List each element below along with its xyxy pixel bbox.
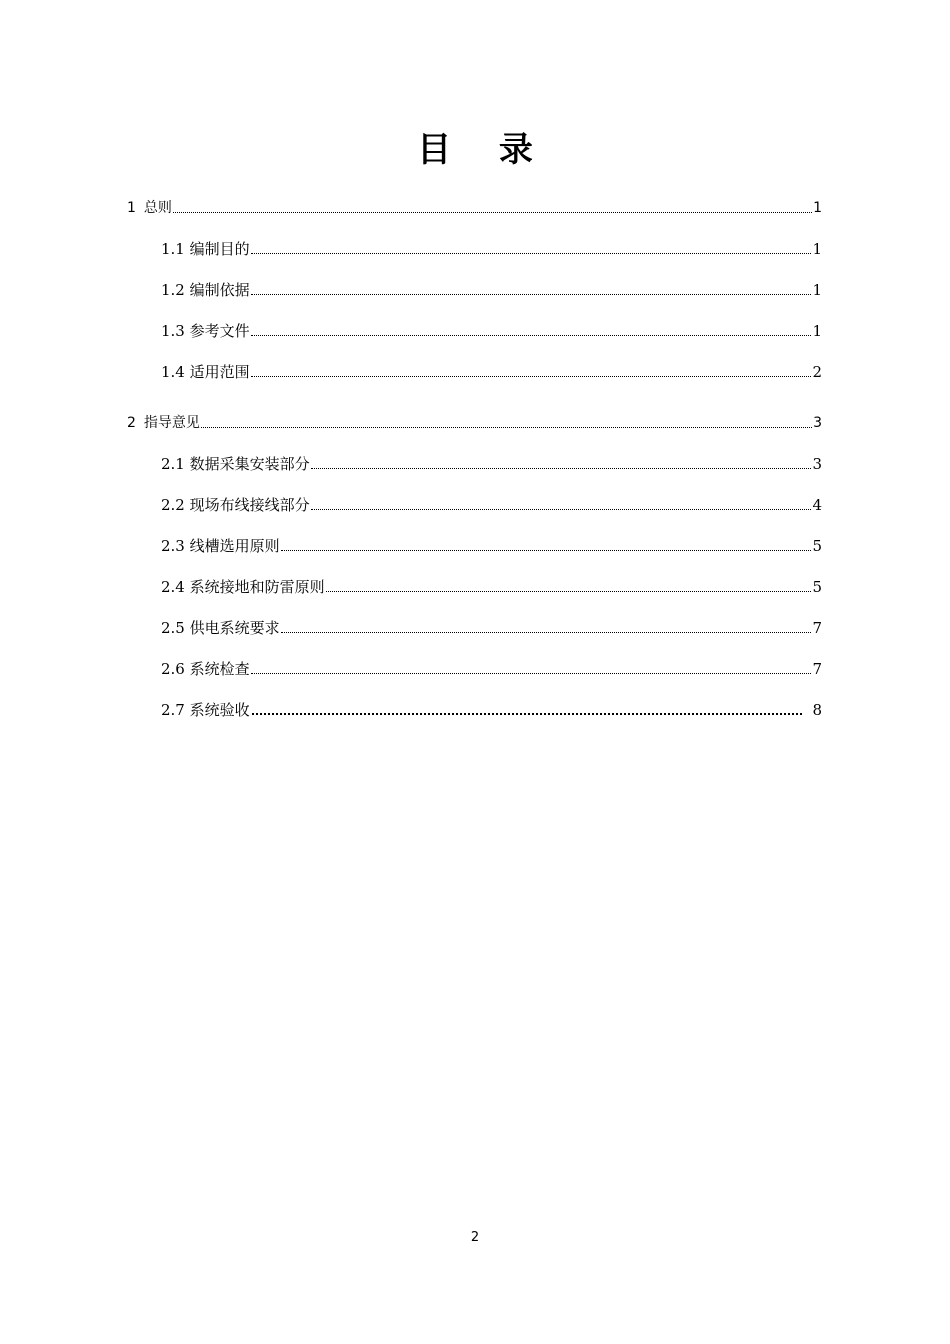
toc-page-number: 3 xyxy=(812,455,822,473)
toc-entry-2-2[interactable] xyxy=(161,491,822,515)
toc-entry-label: 2.5 供电系统要求 xyxy=(161,619,280,637)
toc-entry-2-3[interactable] xyxy=(161,532,822,556)
toc-page-number: 8 xyxy=(812,701,822,719)
toc-entry-2-4[interactable] xyxy=(161,573,822,597)
toc-page-number: 2 xyxy=(812,363,822,381)
toc-page-number: 5 xyxy=(812,537,822,555)
toc-dot-leader xyxy=(251,672,812,674)
toc-page-number: 5 xyxy=(812,578,822,596)
toc-dot-leader xyxy=(251,334,812,336)
toc-chapter-title: 指导意见 xyxy=(143,415,200,431)
toc-entry-label: 2.6 系统检查 xyxy=(161,660,250,678)
toc-dot-leader xyxy=(311,467,812,469)
toc-dot-leader xyxy=(251,375,812,377)
toc-dot-leader xyxy=(251,252,812,254)
toc-entry-label xyxy=(127,413,200,433)
toc-dot-leader xyxy=(281,631,812,633)
toc-dot-leader xyxy=(252,712,803,715)
toc-entry-label: 2.7 系统验收 xyxy=(161,701,250,719)
toc-entry-1-4[interactable] xyxy=(161,358,822,382)
toc-page-number: 7 xyxy=(812,619,822,637)
toc-entry-2-7[interactable] xyxy=(161,696,822,720)
toc-entry-label: 2.3 线槽选用原则 xyxy=(161,537,280,555)
toc-entry-chapter-2[interactable] xyxy=(127,409,822,433)
toc-page-number: 1 xyxy=(813,200,822,216)
toc-dot-leader xyxy=(201,426,812,428)
toc-entry-label: 1.2 编制依据 xyxy=(161,281,250,299)
toc-entry-chapter-1[interactable] xyxy=(127,194,822,218)
toc-entry-label: 2.4 系统接地和防雷原则 xyxy=(161,578,325,596)
toc-entry-label: 1.1 编制目的 xyxy=(161,240,250,258)
toc-entry-label: 2.2 现场布线接线部分 xyxy=(161,496,310,514)
toc-entry-label xyxy=(127,198,172,218)
toc-page-number: 7 xyxy=(812,660,822,678)
toc-entry-label: 1.3 参考文件 xyxy=(161,322,250,340)
toc-chapter-title: 总则 xyxy=(143,200,172,216)
toc-dot-leader xyxy=(326,590,812,592)
toc-entry-2-5[interactable] xyxy=(161,614,822,638)
toc-page-number: 1 xyxy=(812,240,822,258)
toc-entry-1-2[interactable] xyxy=(161,276,822,300)
page-footer-number: 2 xyxy=(470,1230,480,1245)
toc-chapter-number: 1 xyxy=(127,200,136,216)
toc-entry-2-6[interactable] xyxy=(161,655,822,679)
toc-page-number: 1 xyxy=(812,281,822,299)
toc-dot-leader xyxy=(281,549,812,551)
toc-dot-leader xyxy=(173,211,812,213)
toc-page-number: 4 xyxy=(812,496,822,514)
toc-page-number: 1 xyxy=(812,322,822,340)
toc-entry-label: 2.1 数据采集安装部分 xyxy=(161,455,310,473)
toc-entry-2-1[interactable] xyxy=(161,450,822,474)
toc-entry-1-3[interactable] xyxy=(161,317,822,341)
page-title: 目 录 xyxy=(417,130,551,170)
toc-chapter-number: 2 xyxy=(127,415,136,431)
toc-dot-leader xyxy=(251,293,812,295)
toc-dot-leader xyxy=(311,508,812,510)
toc-page-number: 3 xyxy=(813,415,822,431)
toc-entry-label: 1.4 适用范围 xyxy=(161,363,250,381)
toc-entry-1-1[interactable] xyxy=(161,235,822,259)
